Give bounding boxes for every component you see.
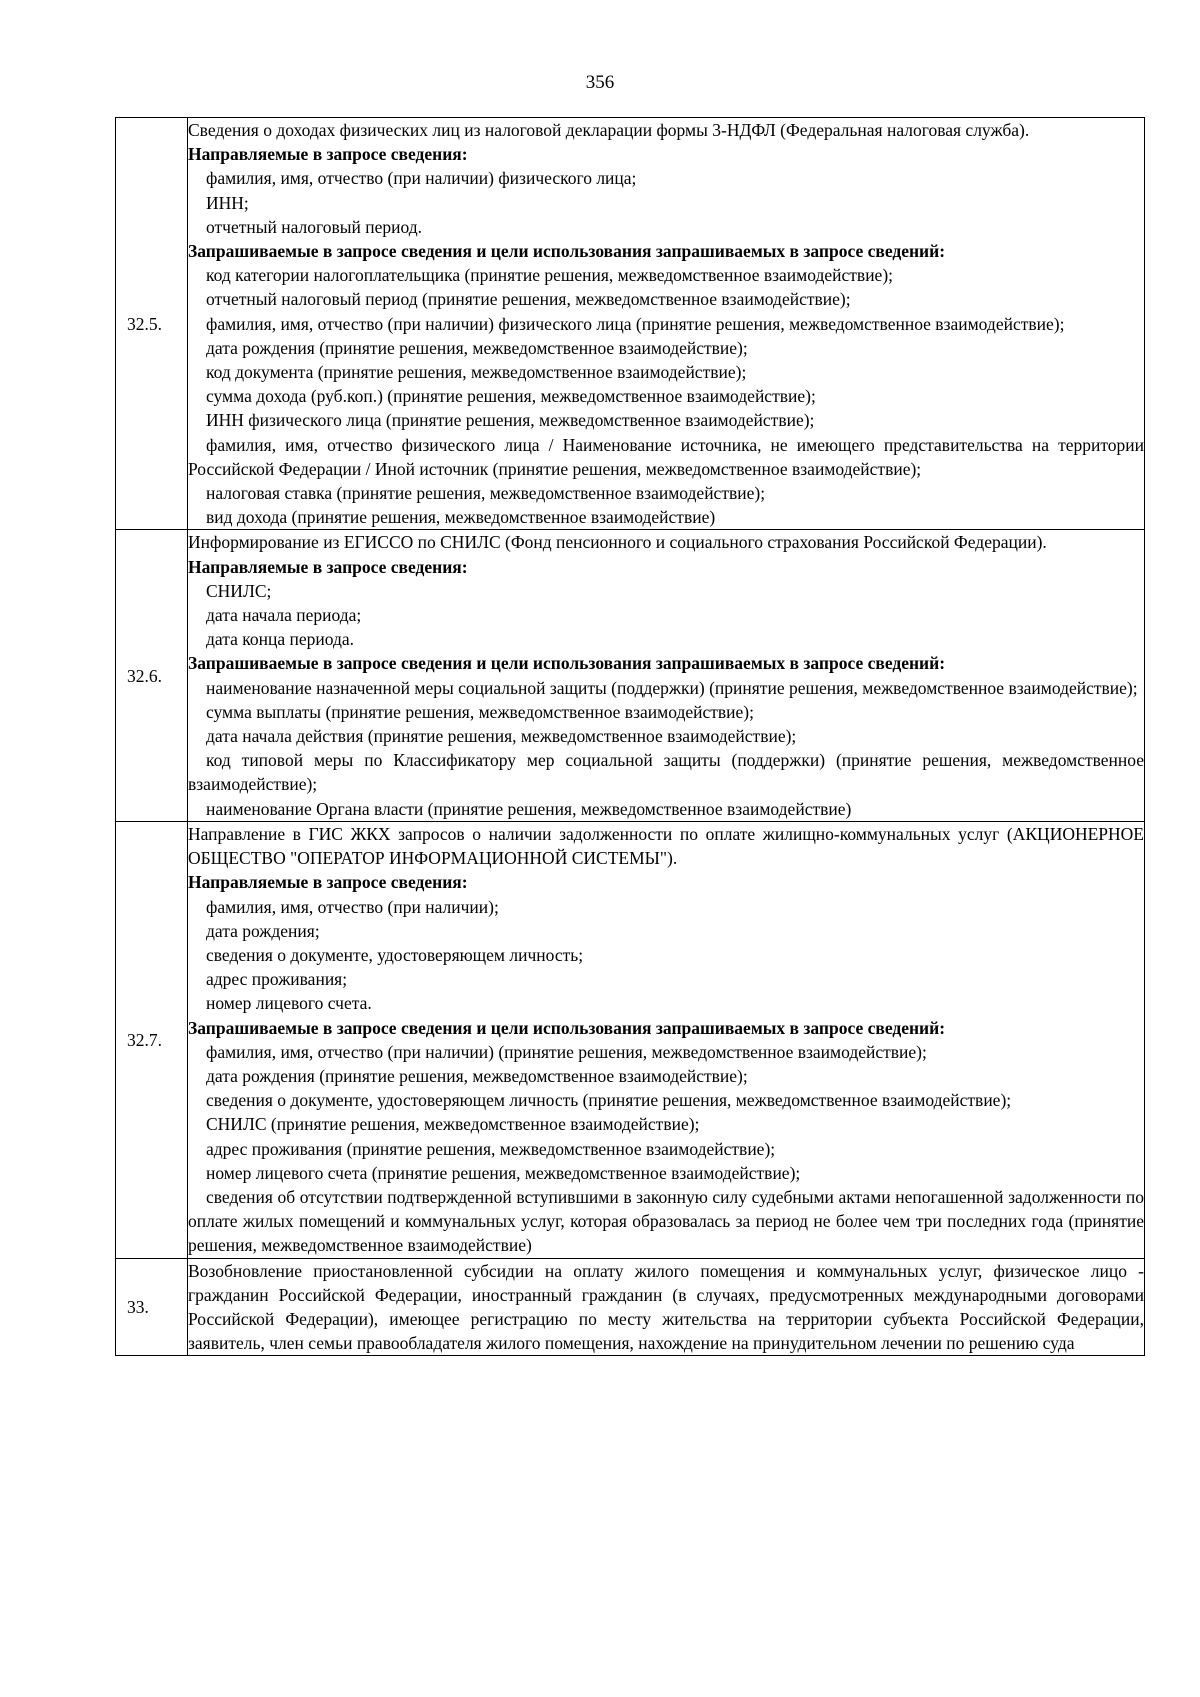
section-heading: Направляемые в запросе сведения: xyxy=(188,872,468,893)
content-paragraph: ИНН; xyxy=(206,192,249,213)
content-paragraph: фамилия, имя, отчество (при наличии) физического лица; xyxy=(206,168,637,189)
content-paragraph: сведения о документе, удостоверяющем личность (принятие решения, межведомственное взаимодействие); xyxy=(206,1090,1012,1111)
content-paragraph: адрес проживания; xyxy=(206,969,348,990)
row-content xyxy=(188,118,1145,530)
section-heading: Запрашиваемые в запросе сведения и цели использования запрашиваемых в запросе сведений: xyxy=(188,653,946,674)
content-paragraph: СНИЛС; xyxy=(206,580,272,601)
content-paragraph: дата рождения (принятие решения, межведомственное взаимодействие); xyxy=(206,1065,748,1086)
content-paragraph: отчетный налоговый период (принятие решения, межведомственное взаимодействие); xyxy=(206,289,851,310)
content-paragraph: код категории налогоплательщика (принятие решения, межведомственное взаимодействие); xyxy=(206,265,894,286)
content-paragraph: номер лицевого счета. xyxy=(206,993,372,1014)
table-body xyxy=(116,118,1145,1356)
content-paragraph: фамилия, имя, отчество физического лица / Наименование источника, не имеющего представительства на территории Российской Федерации / Иной источник (принятие решения, межведомственное взаимодействие); xyxy=(188,434,1144,479)
content-paragraph: сведения о документе, удостоверяющем личность; xyxy=(206,944,584,965)
content-paragraph: фамилия, имя, отчество (при наличии); xyxy=(206,896,499,917)
content-paragraph: сведения об отсутствии подтвержденной вступившими в законную силу судебными актами непогашенной задолженности по оплате жилых помещений и коммунальных услуг, которая образовалась за период не более чем три последних года (принятие решения, межведомственное взаимодействие) xyxy=(188,1186,1144,1256)
content-paragraph: Информирование из ЕГИССО по СНИЛС (Фонд пенсионного и социального страхования Российской Федерации). xyxy=(188,532,1047,553)
content-paragraph: Возобновление приостановленной субсидии на оплату жилого помещения и коммунальных услуг, физическое лицо - гражданин Российской Федерации, иностранный гражданин (в случаях, предусмотренных международными договорами Российской Федерации), имеющее регистрацию по месту жительства на территории субъекта Российской Федерации, заявитель, член семьи правообладателя жилого помещения, нахождение на принудительном лечении по решению суда xyxy=(188,1260,1144,1354)
content-paragraph: дата рождения; xyxy=(206,920,320,941)
row-number: 32.7. xyxy=(116,821,188,1258)
section-heading: Направляемые в запросе сведения: xyxy=(188,144,468,165)
row-content xyxy=(188,530,1145,821)
content-paragraph: дата начала периода; xyxy=(206,605,362,626)
content-paragraph: наименование Органа власти (принятие решения, межведомственное взаимодействие) xyxy=(206,798,852,819)
content-paragraph: сумма дохода (руб.коп.) (принятие решения, межведомственное взаимодействие); xyxy=(206,386,816,407)
table-row xyxy=(116,821,1145,1258)
content-paragraph: Направление в ГИС ЖКХ запросов о наличии задолженности по оплате жилищно-коммунальных услуг (АКЦИОНЕРНОЕ ОБЩЕСТВО "ОПЕРАТОР ИНФОРМАЦИОННОЙ СИСТЕМЫ"). xyxy=(188,823,1144,869)
row-content xyxy=(188,821,1145,1258)
content-paragraph: номер лицевого счета (принятие решения, межведомственное взаимодействие); xyxy=(206,1162,801,1183)
row-content xyxy=(188,1258,1145,1356)
content-paragraph: Сведения о доходах физических лиц из налоговой декларации формы 3-НДФЛ (Федеральная налоговая служба). xyxy=(188,120,1030,140)
row-number: 32.5. xyxy=(116,118,188,530)
content-paragraph: код документа (принятие решения, межведомственное взаимодействие); xyxy=(206,362,747,383)
section-heading: Запрашиваемые в запросе сведения и цели использования запрашиваемых в запросе сведений: xyxy=(188,241,946,262)
content-paragraph: отчетный налоговый период. xyxy=(206,216,423,237)
content-paragraph: сумма выплаты (принятие решения, межведомственное взаимодействие); xyxy=(206,701,754,722)
row-number: 33. xyxy=(116,1258,188,1356)
content-paragraph: налоговая ставка (принятие решения, межведомственное взаимодействие); xyxy=(206,483,766,504)
content-paragraph: наименование назначенной меры социальной защиты (поддержки) (принятие решения, межведомственное взаимодействие); xyxy=(206,677,1138,698)
section-heading: Запрашиваемые в запросе сведения и цели использования запрашиваемых в запросе сведений: xyxy=(188,1017,946,1038)
section-heading: Направляемые в запросе сведения: xyxy=(188,556,468,577)
content-paragraph: ИНН физического лица (принятие решения, межведомственное взаимодействие); xyxy=(206,410,815,431)
page-number: 356 xyxy=(585,72,615,93)
content-paragraph: фамилия, имя, отчество (при наличии) физического лица (принятие решения, межведомственное взаимодействие); xyxy=(206,313,1065,334)
content-paragraph: дата рождения (принятие решения, межведомственное взаимодействие); xyxy=(206,337,748,358)
content-paragraph: дата конца периода. xyxy=(206,629,354,650)
content-paragraph: вид дохода (принятие решения, межведомственное взаимодействие) xyxy=(206,507,716,528)
content-paragraph: код типовой меры по Классификатору мер социальной защиты (поддержки) (принятие решения, межведомственное взаимодействие); xyxy=(188,750,1144,795)
table-row xyxy=(116,118,1145,530)
document-table xyxy=(115,117,1145,1356)
table-row xyxy=(116,530,1145,821)
table-row xyxy=(116,1258,1145,1356)
row-number: 32.6. xyxy=(116,530,188,821)
content-paragraph: адрес проживания (принятие решения, межведомственное взаимодействие); xyxy=(206,1138,776,1159)
content-paragraph: СНИЛС (принятие решения, межведомственное взаимодействие); xyxy=(206,1114,700,1135)
content-paragraph: дата начала действия (принятие решения, межведомственное взаимодействие); xyxy=(206,726,797,747)
content-paragraph: фамилия, имя, отчество (при наличии) (принятие решения, межведомственное взаимодействие); xyxy=(206,1041,927,1062)
